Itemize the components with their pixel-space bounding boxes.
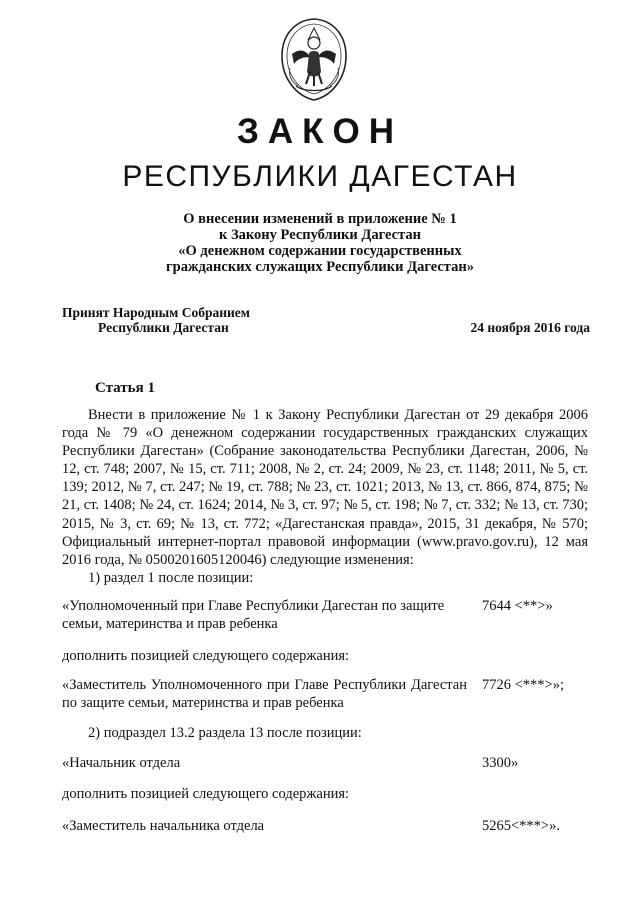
item2-position-text: «Начальник отдела (62, 755, 181, 771)
law-heading (120, 211, 520, 275)
heading-line: «О денежном содержании государственных (178, 243, 462, 259)
item1-position-text: «Уполномоченный при Главе Республики Дагестан по защите семьи, материнства и прав ребенка (62, 598, 445, 632)
item2-new-position-value: 5265<***>». (482, 818, 560, 834)
item1-position-value: 7644 <**>» (482, 598, 553, 614)
law-title: ЗАКОН (236, 112, 404, 151)
item1-intro: 1) раздел 1 после позиции: (88, 569, 254, 586)
item1-new-position-value: 7726 <***>»; (482, 677, 565, 693)
item2-new-position-text: «Заместитель начальника отдела (62, 818, 265, 834)
article-paragraph (62, 406, 588, 587)
item1-new-position-text: «Заместитель Уполномоченного при Главе Республики Дагестан по защите семьи, материнства и прав ребенка (62, 677, 467, 711)
article-title: Статья 1 (95, 380, 155, 396)
adoption-date: 24 ноября 2016 года (470, 320, 590, 335)
item2-position-value: 3300» (482, 755, 519, 771)
heading-line: О внесении изменений в приложение № 1 (183, 211, 457, 227)
adoption-line: Республики Дагестан (98, 320, 229, 335)
article-body-text: Внести в приложение № 1 к Закону Республики Дагестан от 29 декабря 2006 года № 79 «О денежном содержании государственных гражданских служащих Республики Дагестан» (Собрание законодательства Республики Дагестан, 2006, № 12, ст. 748; 2007, № 15, ст. 711; 2008, № 2, ст. 24; 2009, № 23, ст. 1148; 2011, № 5, ст. 139; 2012, № 7, ст. 247; № 19, ст. 788; № 23, ст. 1021; 2013, № 13, ст. 866, 874, 875; № 21, ст. 1408; № 24, ст. 1624; 2014, № 3, ст. 97; № 5, ст. 198; № 7, ст. 332; № 13, ст. 730; 2015, № 3, ст. 69; № 13, ст. 772; «Дагестанская правда», 2015, 31 декабря, № 570; Официальный интернет-портал правовой информации (www.pravo.gov.ru), 12 мая 2016 года, № 0500201605120046) следующие изменения: (62, 407, 588, 568)
adoption-line: Принят Народным Собранием (62, 305, 250, 320)
coat-of-arms-icon (276, 16, 352, 102)
heading-line: гражданских служащих Республики Дагестан» (166, 259, 474, 275)
heading-line: к Закону Республики Дагестан (219, 227, 421, 243)
item1-supplement-intro: дополнить позицией следующего содержания: (62, 648, 350, 664)
item2-intro: 2) подраздел 13.2 раздела 13 после позиции: (88, 725, 362, 741)
adoption-statement (62, 305, 250, 335)
item2-supplement-intro: дополнить позицией следующего содержания: (62, 786, 350, 802)
law-subtitle: РЕСПУБЛИКИ ДАГЕСТАН (122, 160, 518, 193)
